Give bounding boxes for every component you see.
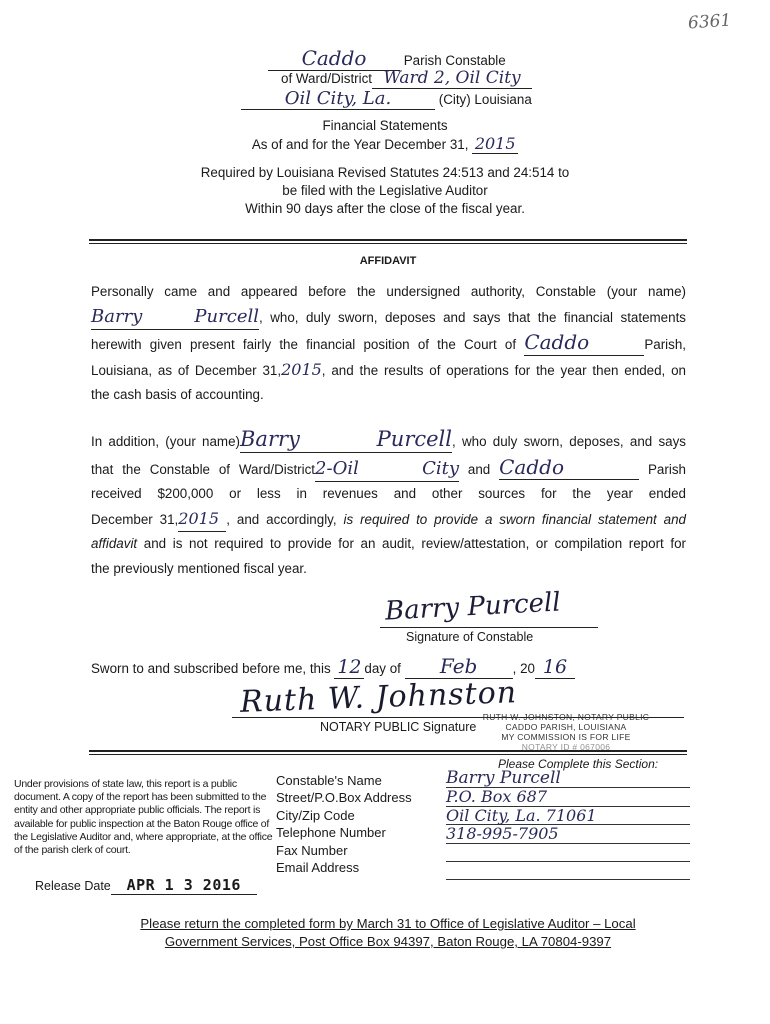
value-city-zip: Oil City, La. 71061 — [446, 807, 690, 825]
fin-title: Financial Statements — [322, 118, 448, 133]
label-email: Email Address — [276, 860, 360, 876]
p2-line-5-italic: affidavit — [91, 536, 138, 551]
stamp-line-3: MY COMMISSION IS FOR LIFE — [501, 732, 631, 742]
footer — [0, 915, 770, 951]
section-rule-2 — [89, 754, 687, 755]
p2-parish-label: Parish — [648, 461, 686, 477]
city-label: (City) Louisiana — [438, 92, 532, 107]
p2-line-4-mid: , and accordingly, — [226, 511, 337, 527]
please-complete: Please Complete this Section: — [498, 757, 659, 771]
constable-signature-label: Signature of Constable — [406, 630, 534, 644]
ward-value: Ward 2, Oil City — [372, 68, 532, 89]
value-address: P.O. Box 687 — [446, 788, 690, 806]
notary-signature: Ruth W. Johnston — [239, 675, 518, 720]
req-line-1: Required by Louisiana Revised Statutes 24:513 and 24:514 to — [200, 165, 570, 180]
court-field: Caddo — [524, 330, 644, 356]
p1-line-3-post: Parish, — [644, 337, 686, 352]
affidavit-paragraph-1 — [91, 280, 686, 408]
sworn-day-field: 12 — [334, 656, 364, 679]
value-email — [446, 862, 690, 880]
fin-year: 2015 — [472, 134, 518, 154]
constable-signature: Barry Purcell — [384, 587, 562, 627]
fin-date — [0, 134, 770, 154]
p2-line-2-pre: that the Constable of Ward/District — [91, 461, 316, 477]
requirement-text — [0, 164, 770, 218]
p1-line-4 — [91, 358, 686, 384]
req-line-2: be filed with the Legislative Auditor — [282, 183, 488, 198]
stamp-line-2: CADDO PARISH, LOUISIANA — [505, 722, 627, 732]
p1-line-4-post: , and the results of operations for the year then ended, on — [321, 362, 686, 378]
header-rule — [89, 239, 687, 241]
value-fax — [446, 844, 690, 862]
value-constable-name: Barry Purcell — [446, 770, 690, 788]
parish-label: Parish Constable — [403, 53, 506, 68]
p2-line-1 — [91, 427, 686, 455]
affidavit-paragraph-2 — [91, 427, 686, 581]
p2-line-4-italic: is required to provide a sworn financial statement and — [343, 511, 686, 527]
affidavit-title: AFFIDAVIT — [359, 255, 417, 267]
notary-label: NOTARY PUBLIC Signature — [320, 720, 477, 734]
header-rule-2 — [89, 243, 687, 244]
p2-parish-field: Caddo — [499, 455, 639, 481]
label-constable-name: Constable's Name — [276, 773, 382, 788]
ward-line — [281, 68, 532, 89]
contact-labels — [276, 772, 412, 876]
p2-line-4-pre: December 31, — [91, 511, 179, 527]
stamp-line-1: RUTH W. JOHNSTON, NOTARY PUBLIC — [482, 712, 650, 722]
label-telephone: Telephone Number — [276, 825, 386, 841]
city-value: Oil City, La. — [241, 88, 435, 110]
public-notice: Under provisions of state law, this report is a public document. A copy of the report has been submitted to the entity and other appropriate public officials. The report is available for public inspection at the Baton Rouge office of the Legislative Auditor and, where appropriate, at the office of the parish clerk of court. — [14, 778, 273, 857]
p2-line-4 — [91, 507, 686, 533]
p2-line-1-post: , who duly sworn, deposes, and says — [452, 434, 686, 449]
p1-line-5: the cash basis of accounting. — [91, 387, 264, 402]
sworn-pre: Sworn to and subscribed before me, this — [91, 661, 331, 676]
fin-date-prefix: As of and for the Year December 31, — [251, 137, 469, 152]
p2-ward-field: 2-Oil City — [315, 457, 459, 483]
label-fax: Fax Number — [276, 842, 348, 858]
p2-year-field: 2015 — [178, 507, 226, 533]
p1-line-2 — [91, 305, 686, 331]
sworn-year-field: 16 — [535, 656, 575, 679]
p2-pre: In addition, (your name) — [91, 434, 240, 449]
release-date-row — [35, 876, 257, 895]
constable-name-field: Barry Purcell — [91, 305, 259, 331]
release-date-label: Release Date — [35, 879, 111, 893]
page-number: 6361 — [687, 10, 732, 34]
sworn-month-field: Feb — [405, 654, 513, 679]
city-line — [241, 88, 532, 110]
p1-line-3 — [91, 330, 686, 358]
p2-name-field: Barry Purcell — [240, 427, 452, 451]
value-telephone: 318-995-7905 — [446, 825, 690, 843]
stamp-line-4: NOTARY ID # 067006 — [521, 742, 611, 752]
constable-signature-line — [380, 627, 598, 628]
p1-line-3-pre: herewith given present fairly the financial position of the Court of — [91, 337, 517, 352]
p1-line-1: Personally came and appeared before the undersigned authority, Constable (your name) — [91, 284, 686, 299]
p1-line-2-rest: , who, duly sworn, deposes and says that the financial statements — [259, 309, 686, 325]
section-rule — [89, 750, 687, 752]
parish-value: Caddo — [268, 46, 400, 71]
req-line-3: Within 90 days after the close of the fiscal year. — [245, 201, 525, 216]
footer-line-2: Government Services, Post Office Box 94397, Baton Rouge, LA 70804-9397 — [164, 934, 612, 949]
p1-year-field: 2015 — [281, 359, 322, 379]
p1-line-4-pre: Louisiana, as of December 31, — [91, 362, 282, 378]
label-city-zip: City/Zip Code — [276, 807, 355, 823]
p2-line-5-post: and is not required to provide for an audit, review/attestation, or compilation report for — [143, 536, 686, 551]
sworn-year-prefix: , 20 — [512, 661, 535, 676]
contact-values — [446, 770, 690, 880]
label-address: Street/P.O.Box Address — [276, 790, 412, 806]
release-date-value: APR 1 3 2016 — [111, 876, 257, 895]
p2-line-5 — [91, 532, 686, 557]
sworn-dayof: day of — [364, 661, 401, 676]
p2-and: and — [467, 461, 491, 477]
ward-prefix: of Ward/District — [281, 71, 373, 86]
p2-line-6: the previously mentioned fiscal year. — [91, 560, 307, 576]
p2-line-2 — [91, 455, 686, 483]
p2-line-3: received $200,000 or less in revenues and other sources for the year ended — [91, 486, 686, 501]
notary-stamp — [450, 712, 682, 752]
footer-line-1: Please return the completed form by March 31 to Office of Legislative Auditor – Local — [140, 916, 636, 931]
